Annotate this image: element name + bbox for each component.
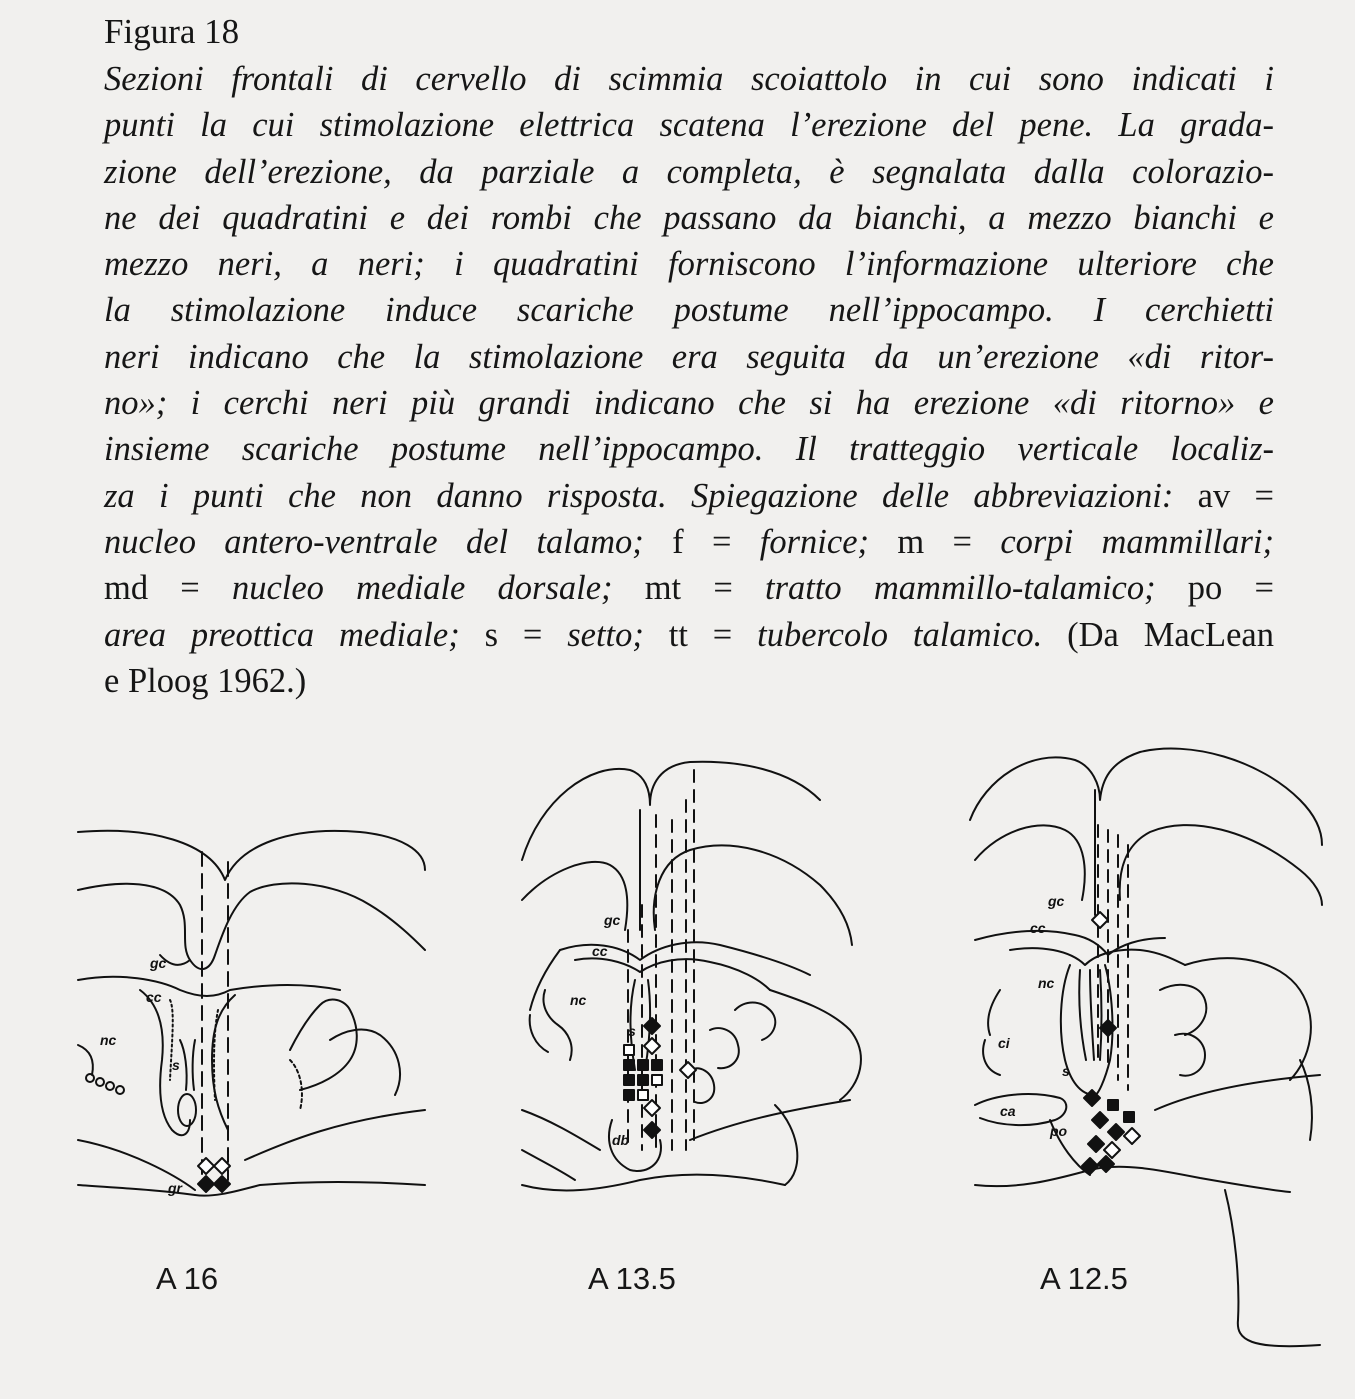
caption-segment: area preottica mediale;: [104, 615, 485, 654]
caption-segment: ne dei quadratini e dei rombi che passano da bianchi, a mezzo bianchi e: [104, 198, 1274, 237]
caption-segment: Sezioni frontali di cervello di scimmia scoiattolo in cui sono indicati i: [104, 60, 1274, 98]
label-nc: nc: [100, 1032, 117, 1048]
caption-segment: punti la cui stimolazione elettrica scatena l’erezione del pene. La grada-: [104, 106, 1274, 145]
label-s: s: [172, 1057, 180, 1073]
label-cc: cc: [146, 989, 162, 1005]
section-a16-drawing: [78, 831, 425, 1196]
label-cc: cc: [1030, 920, 1046, 936]
caption-segment: mezzo neri, a neri; i quadratini forniscono l’informazione ulteriore che: [104, 245, 1274, 284]
caption-segment: s =: [484, 615, 568, 654]
section-label-a12-5: A 12.5: [1040, 1261, 1128, 1296]
caption-segment: nucleo mediale dorsale;: [231, 569, 645, 608]
caption-segment: tratto mammillo-talamico;: [765, 569, 1188, 608]
caption-segment: no»; i cerchi neri più grandi indicano che si ha erezione «di ritorno» e: [104, 384, 1274, 423]
section-label-a13-5: A 13.5: [588, 1261, 676, 1296]
caption-segment: e Ploog 1962.): [104, 661, 307, 700]
caption-segment: f =: [672, 522, 760, 561]
caption-segment: av =: [1197, 476, 1274, 515]
caption-segment: (Da MacLean: [1067, 615, 1274, 654]
label-nc: nc: [570, 992, 587, 1008]
label-s: s: [628, 1023, 636, 1039]
caption-segment: za i punti che non danno risposta. Spiegazione delle abbreviazioni:: [104, 476, 1198, 515]
caption-segment: mt =: [644, 569, 765, 608]
caption-segment: m =: [897, 522, 1001, 561]
label-gc: gc: [150, 955, 167, 971]
label-gr: gr: [168, 1180, 182, 1196]
label-cc: cc: [592, 943, 608, 959]
section-a13-5-drawing: [522, 762, 861, 1191]
caption-segment: insieme scariche postume nell’ippocampo. Il tratteggio verticale localiz-: [104, 430, 1274, 469]
label-ca: ca: [1000, 1103, 1016, 1119]
caption-segment: tubercolo talamico.: [757, 615, 1068, 654]
section-a12-5-drawing: [970, 749, 1322, 1347]
caption-segment: neri indicano che la stimolazione era seguita da un’erezione «di ritor-: [104, 337, 1274, 376]
label-db: db: [612, 1132, 630, 1148]
label-gc: gc: [604, 912, 621, 928]
caption-segment: la stimolazione induce scariche postume nell’ippocampo. I cerchietti: [104, 291, 1274, 330]
caption-segment: po =: [1187, 569, 1274, 608]
label-nc: nc: [1038, 975, 1055, 991]
caption-segment: setto;: [567, 615, 669, 654]
label-po: po: [1050, 1123, 1068, 1139]
caption-segment: fornice;: [759, 522, 898, 561]
caption-segment: zione dell’erezione, da parziale a completa, è segnalata dalla colorazio-: [104, 152, 1274, 191]
caption-segment: nucleo antero-ventrale del talamo;: [104, 522, 673, 561]
caption-segment: corpi mammillari;: [1000, 522, 1274, 561]
caption-segment: md =: [104, 569, 232, 608]
caption-segment: tt =: [668, 615, 758, 654]
label-s: s: [1062, 1063, 1070, 1079]
label-gc: gc: [1048, 893, 1065, 909]
section-label-a16: A 16: [156, 1261, 219, 1296]
label-ci: ci: [998, 1035, 1010, 1051]
figure-title: Figura 18: [104, 12, 240, 51]
